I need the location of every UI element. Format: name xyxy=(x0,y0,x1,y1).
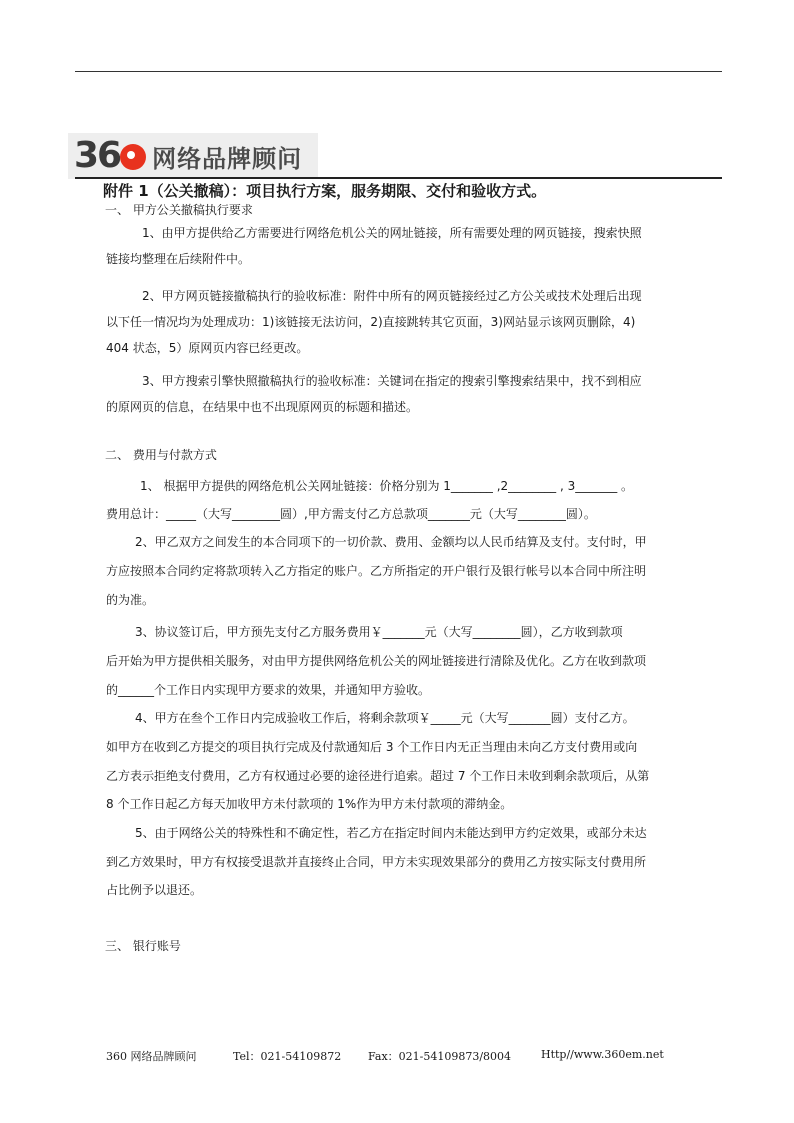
logo xyxy=(68,133,318,179)
logo-number: 36 xyxy=(74,135,121,176)
paragraph-line: 后开始为甲方提供相关服务，对由甲方提供网络危机公关的网址链接进行清除及优化。乙方在收到款项 xyxy=(106,654,647,668)
paragraph-line: 1、 根据甲方提供的网络危机公关网址链接：价格分别为 1_______ ,2________ , 3_______ 。 xyxy=(140,479,634,493)
logo-brand-text: 网络品牌顾问 xyxy=(152,144,303,173)
header-rule xyxy=(75,71,722,72)
footer-fax: Fax：021-54109873/8004 xyxy=(368,1050,512,1063)
paragraph-line: 1、由甲方提供给乙方需要进行网络危机公关的网址链接，所有需要处理的网页链接，搜索快照 xyxy=(142,226,642,240)
paragraph-line: 费用总计：_____（大写________圆）,甲方需支付乙方总款项_______元（大写________圆）。 xyxy=(106,507,596,521)
paragraph-line: 3、协议签订后，甲方预先支付乙方服务费用￥_______元（大写________圆），乙方收到款项 xyxy=(135,625,623,639)
paragraph-line: 4、甲方在叁个工作日内完成验收工作后，将剩余款项￥_____元（大写_______圆）支付乙方。 xyxy=(135,711,635,725)
section2-heading: 二、 费用与付款方式 xyxy=(105,448,217,462)
paragraph-line: 的原网页的信息，在结果中也不出现原网页的标题和描述。 xyxy=(106,400,419,414)
title-rule xyxy=(75,177,722,179)
footer-url: Http//www.360em.net xyxy=(541,1048,664,1061)
footer-company: 360 网络品牌顾问 xyxy=(106,1050,197,1063)
section1-heading: 一、 甲方公关撤稿执行要求 xyxy=(105,203,253,217)
paragraph-line: 到乙方效果时，甲方有权接受退款并直接终止合同，甲方未实现效果部分的费用乙方按实际支付费用所 xyxy=(106,855,647,869)
paragraph-line: 如甲方在收到乙方提交的项目执行完成及付款通知后 3 个工作日内无正当理由未向乙方支付费用或向 xyxy=(106,740,638,754)
paragraph-line: 链接均整理在后续附件中。 xyxy=(106,252,251,266)
section3-heading: 三、 银行账号 xyxy=(105,939,181,953)
paragraph-line: 2、甲方网页链接撤稿执行的验收标准：附件中所有的网页链接经过乙方公关或技术处理后出现 xyxy=(142,289,642,303)
paragraph-line: 的为准。 xyxy=(106,593,155,607)
footer-tel: Tel：021-54109872 xyxy=(233,1050,342,1063)
paragraph-line: 2、甲乙双方之间发生的本合同项下的一切价款、费用、金额均以人民币结算及支付。支付时，甲 xyxy=(135,535,647,549)
paragraph-line: 乙方表示拒绝支付费用，乙方有权通过必要的途径进行追索。超过 7 个工作日未收到剩余款项后，从第 xyxy=(106,769,650,783)
document-title: 附件 1（公关撤稿）：项目执行方案，服务期限、交付和验收方式。 xyxy=(103,182,547,200)
logo-o-icon xyxy=(120,144,146,170)
paragraph-line: 5、由于网络公关的特殊性和不确定性，若乙方在指定时间内未能达到甲方约定效果，或部分未达 xyxy=(135,826,647,840)
paragraph-line: 404 状态，5）原网页内容已经更改。 xyxy=(106,341,309,355)
paragraph-line: 的______个工作日内实现甲方要求的效果，并通知甲方验收。 xyxy=(106,683,431,697)
paragraph-line: 占比例予以退还。 xyxy=(106,883,203,897)
paragraph-line: 方应按照本合同约定将款项转入乙方指定的账户。乙方所指定的开户银行及银行帐号以本合同中所注明 xyxy=(106,564,647,578)
paragraph-line: 3、甲方搜索引擎快照撤稿执行的验收标准：关键词在指定的搜索引擎搜索结果中，找不到相应 xyxy=(142,374,642,388)
paragraph-line: 8 个工作日起乙方每天加收甲方未付款项的 1%作为甲方未付款项的滞纳金。 xyxy=(106,797,513,811)
paragraph-line: 以下任一情况均为处理成功：1)该链接无法访问，2)直接跳转其它页面，3)网站显示该网页删除，4) xyxy=(106,315,636,329)
